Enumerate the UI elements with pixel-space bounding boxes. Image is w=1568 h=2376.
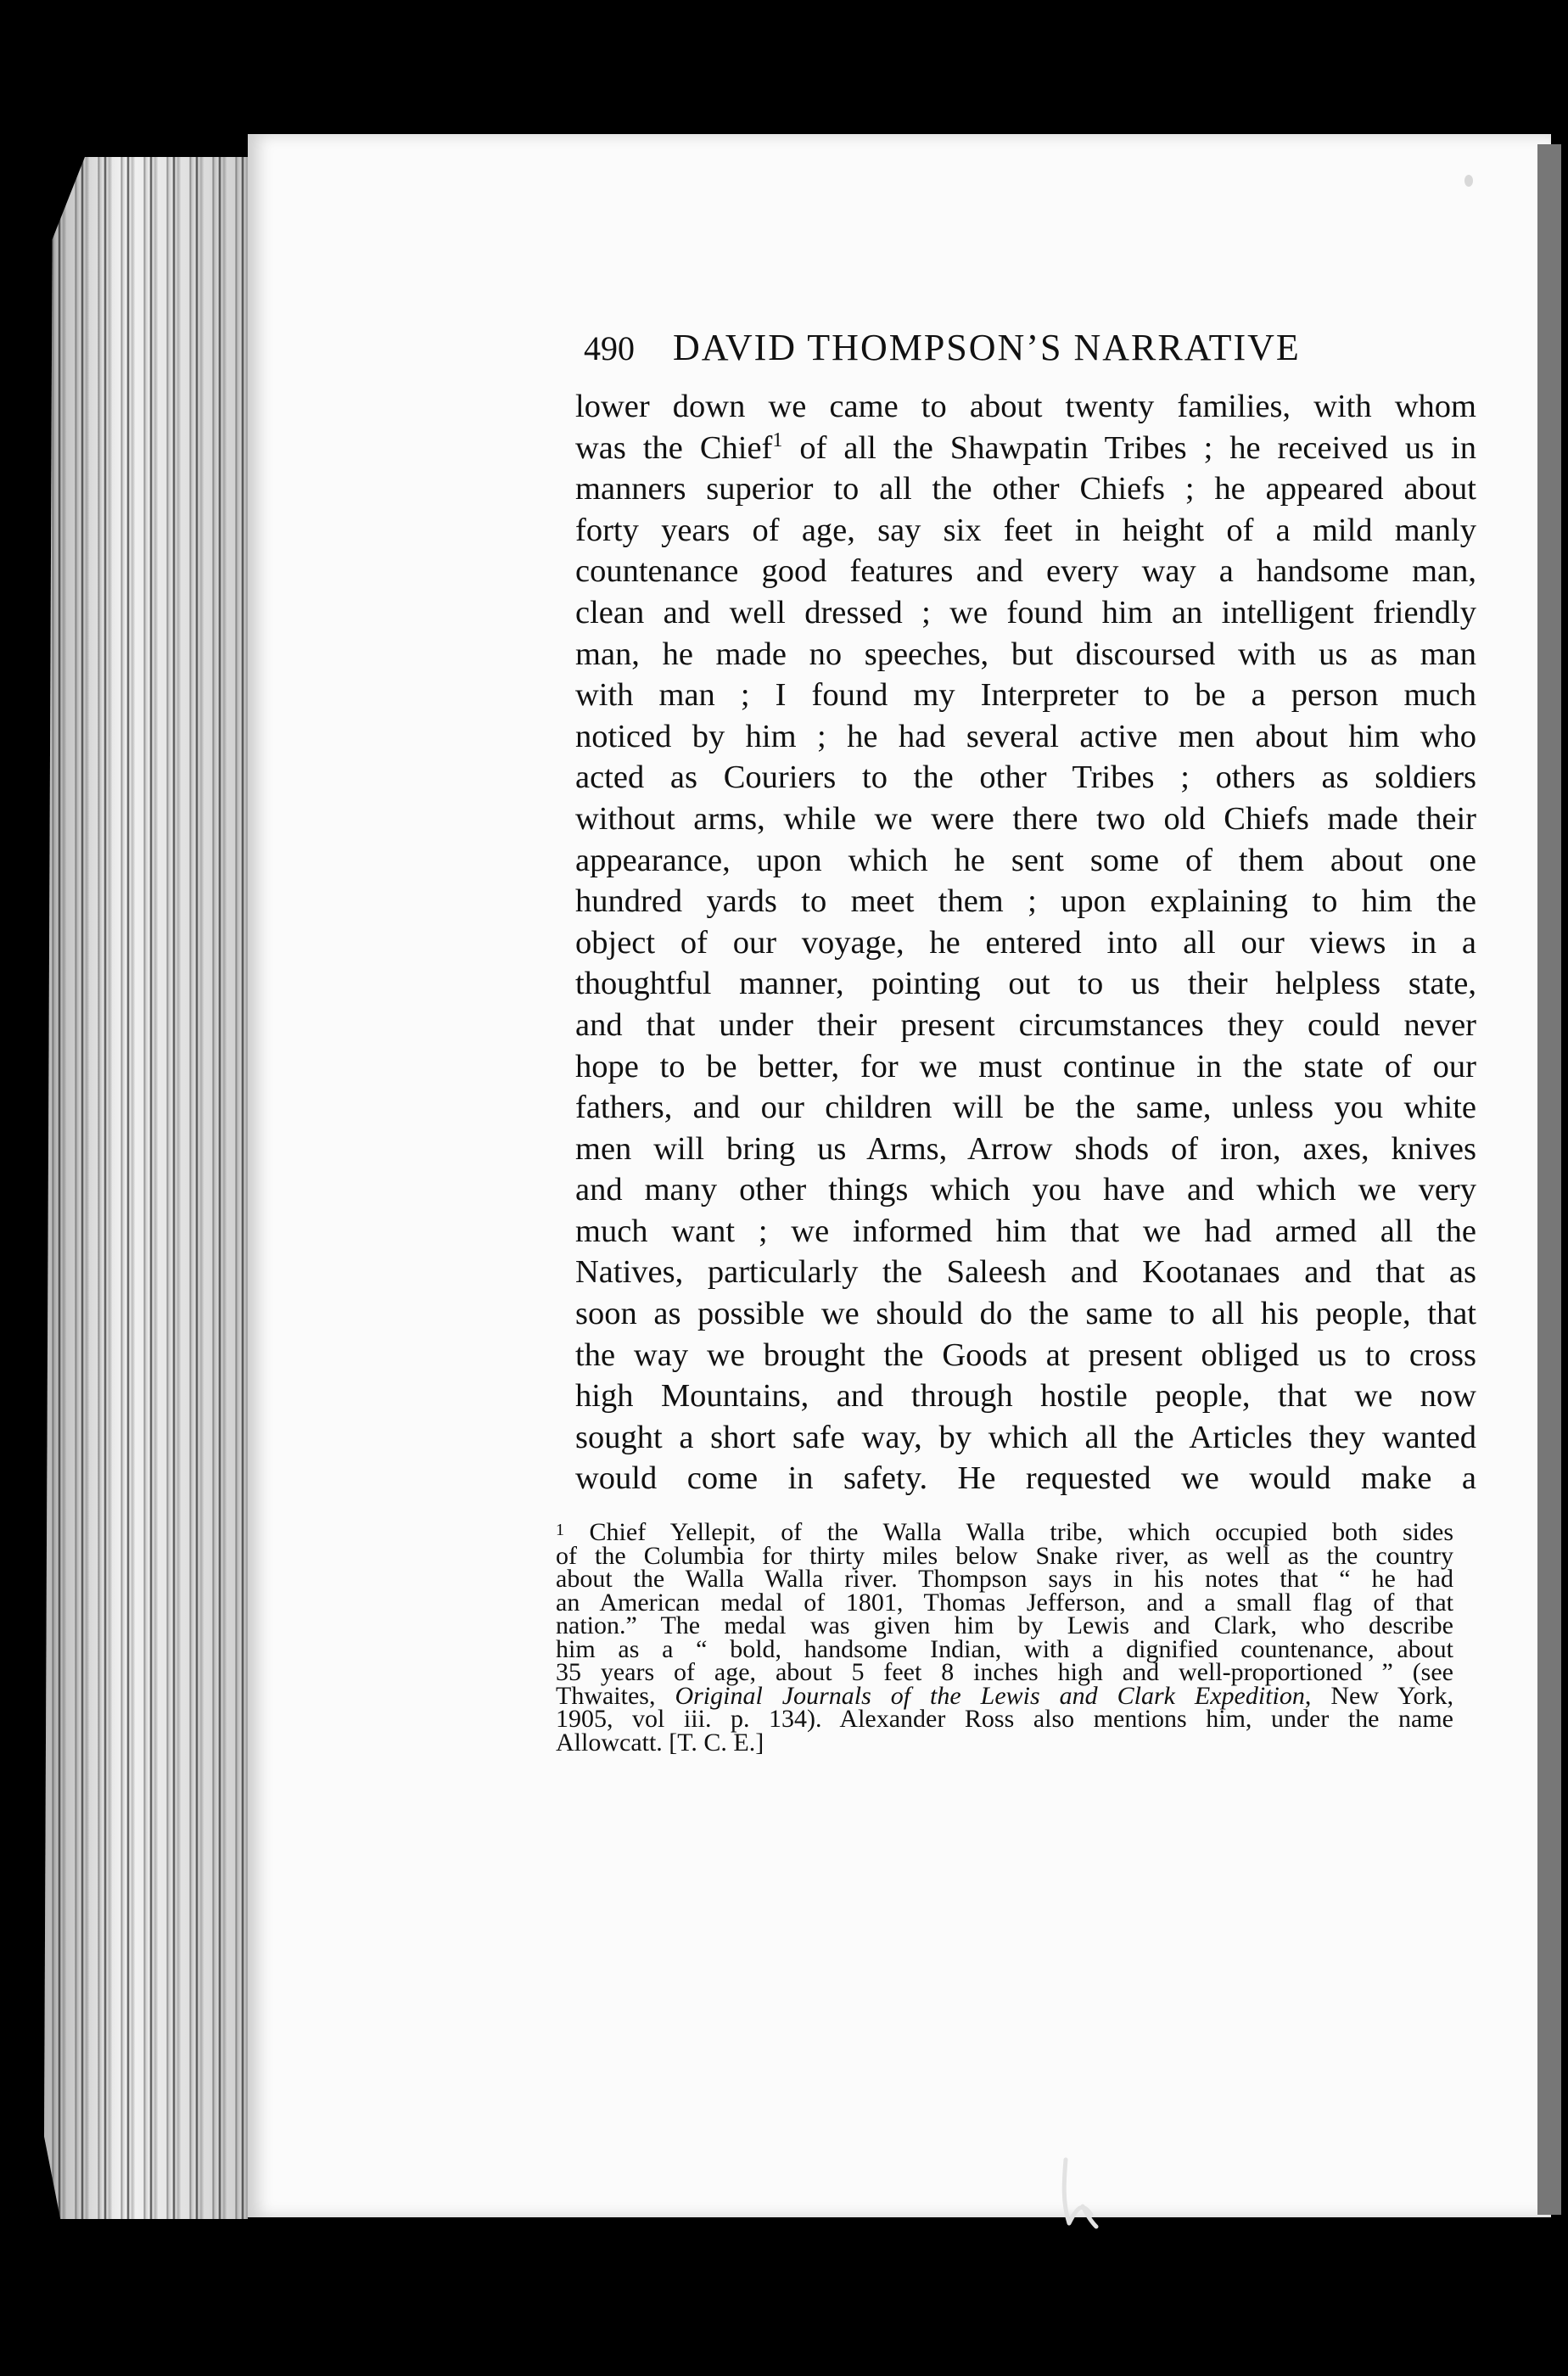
footnote-line: about the Walla Walla river. Thompson says in his notes that “ he had bbox=[556, 1565, 1453, 1593]
footnote-line: of the Columbia for thirty miles below Snake river, as well as the country bbox=[556, 1541, 1453, 1570]
footnote-line: an American medal of 1801, Thomas Jefferson, and a small flag of that bbox=[556, 1588, 1453, 1617]
footnote-marker: 1 bbox=[556, 1521, 564, 1539]
page-gutter-strip bbox=[1537, 144, 1561, 2215]
footnote-block bbox=[556, 1518, 1453, 1757]
body-line: soon as possible we should do the same to all his people, that bbox=[575, 1296, 1476, 1332]
body-line: object of our voyage, he entered into all our views in a bbox=[575, 924, 1476, 961]
body-line: manners superior to all the other Chiefs ; he appeared about bbox=[575, 471, 1476, 507]
body-line: hope to be better, for we must continue in the state of our bbox=[575, 1048, 1476, 1084]
body-line: high Mountains, and through hostile people, that we now bbox=[575, 1378, 1476, 1415]
footnote-line: 1905, vol iii. p. 134). Alexander Ross also mentions him, under the name bbox=[556, 1705, 1453, 1733]
running-head bbox=[584, 326, 1466, 369]
footnote-line: him as a “ bold, handsome Indian, with a dignified countenance, about bbox=[556, 1634, 1453, 1663]
body-line: without arms, while we were there two old Chiefs made their bbox=[575, 800, 1476, 837]
body-line: appearance, upon which he sent some of them about one bbox=[575, 842, 1476, 878]
running-title: DAVID THOMPSON’S NARRATIVE bbox=[673, 327, 1301, 368]
footnote-line: $^1$ Chief Yellepit, of the Walla Walla tribe, which occupied both sides bbox=[556, 1518, 1453, 1546]
body-line: noticed by him ; he had several active men about him who bbox=[575, 718, 1476, 754]
body-line: fathers, and our children will be the same, unless you white bbox=[575, 1090, 1476, 1126]
body-line-tail: of all the Shawpatin Tribes ; he received us in bbox=[782, 429, 1476, 466]
body-line-head: was the Chief bbox=[575, 429, 773, 466]
body-line: lower down we came to about twenty families, with whom bbox=[575, 389, 1476, 424]
body-line: and many other things which you have and which we very bbox=[575, 1172, 1476, 1208]
ink-mark bbox=[1057, 2155, 1100, 2232]
page-speck bbox=[1464, 175, 1473, 187]
body-line: man, he made no speeches, but discoursed with us as man bbox=[575, 636, 1476, 672]
footnote-reference[interactable]: 1 bbox=[772, 429, 783, 451]
body-line: would come in safety. He requested we would make a bbox=[575, 1460, 1476, 1497]
body-line: forty years of age, say six feet in height of a mild manly bbox=[575, 512, 1476, 548]
body-line: countenance good features and every way a handsome man, bbox=[575, 553, 1476, 590]
footnote-line: Thwaites, Original Journals of the Lewis and Clark Expedition, New York, bbox=[556, 1681, 1453, 1710]
body-line: with man ; I found my Interpreter to be a person much bbox=[575, 677, 1476, 714]
cited-work-title: Original Journals of the Lewis and Clark Expedition bbox=[675, 1681, 1305, 1710]
body-line: much want ; we informed him that we had armed all the bbox=[575, 1213, 1476, 1249]
body-line: sought a short safe way, by which all the Articles they wanted bbox=[575, 1419, 1476, 1455]
body-line: the way we brought the Goods at present obliged us to cross bbox=[575, 1336, 1476, 1373]
body-line bbox=[575, 428, 1476, 469]
footnote-line: 35 years of age, about 5 feet 8 inches high and well-proportioned ” (see bbox=[556, 1658, 1453, 1686]
body-text bbox=[575, 386, 1476, 1499]
book-page-edges bbox=[44, 157, 248, 2219]
body-line: Natives, particularly the Saleesh and Kootanaes and that as bbox=[575, 1254, 1476, 1291]
body-line: and that under their present circumstances they could never bbox=[575, 1006, 1476, 1043]
body-line: acted as Couriers to the other Tribes ; others as soldiers bbox=[575, 759, 1476, 796]
footnote-line: Allowcatt. [T. C. E.] bbox=[556, 1728, 764, 1757]
body-line: clean and well dressed ; we found him an intelligent friendly bbox=[575, 594, 1476, 630]
body-line: thoughtful manner, pointing out to us their helpless state, bbox=[575, 966, 1476, 1002]
page-number: 490 bbox=[584, 329, 635, 367]
body-line: hundred yards to meet them ; upon explaining to him the bbox=[575, 883, 1476, 920]
footnote-line: nation.” The medal was given him by Lewis and Clark, who describe bbox=[556, 1611, 1453, 1639]
body-line: men will bring us Arms, Arrow shods of iron, axes, knives bbox=[575, 1130, 1476, 1167]
